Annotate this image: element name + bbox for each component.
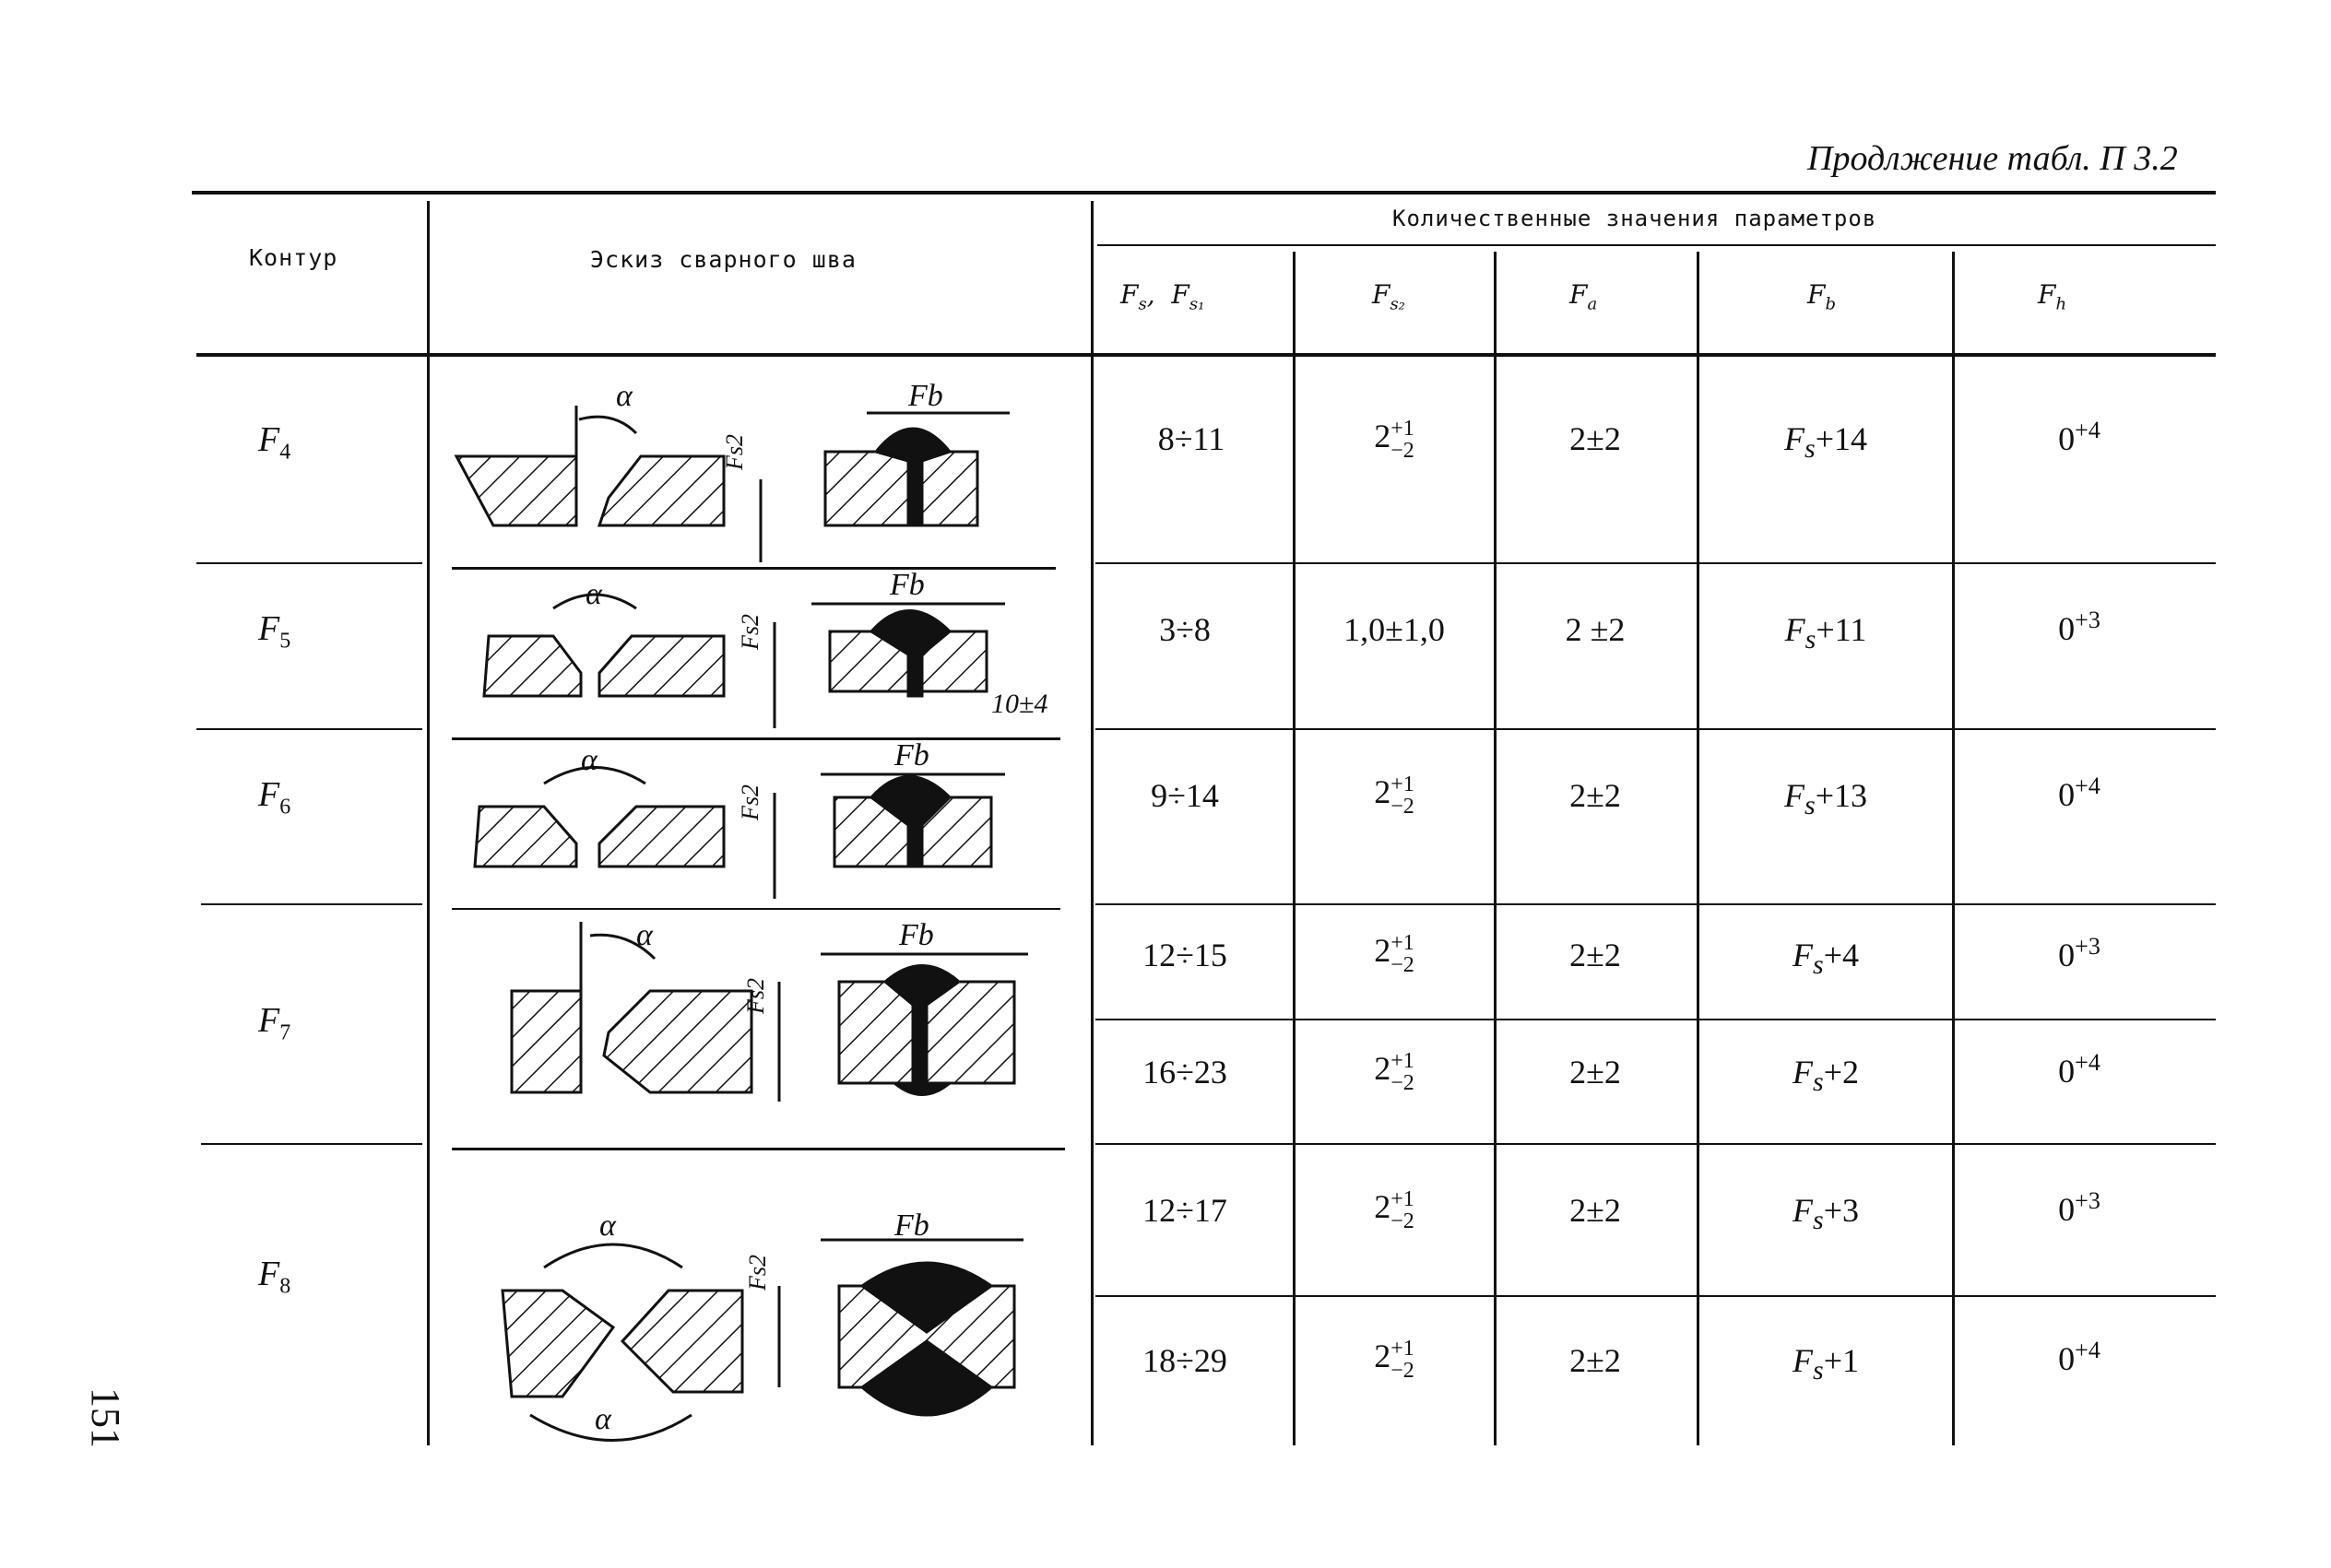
fb-label: Fb [908, 379, 943, 413]
gap-note: 10±4 [991, 689, 1048, 719]
alpha-label: α [586, 577, 602, 611]
header-quantitative: Количественные значения параметров [1392, 206, 1877, 231]
cell-fs: 3÷8 [1159, 611, 1211, 648]
cell-fs2: 2+1 −2 [1374, 772, 1414, 819]
cell-fa: 2±2 [1569, 777, 1621, 814]
cell-fs: 8÷11 [1157, 420, 1225, 457]
fb-label: Fb [890, 568, 925, 602]
cell-fs: 9÷14 [1151, 777, 1219, 814]
contour-f4: $F_4$ [258, 420, 291, 465]
page-number: 151 [83, 1387, 128, 1448]
cell-fs: 12÷15 [1142, 937, 1227, 973]
contour-f5: $F_5$ [258, 609, 291, 654]
cell-fs: 16÷23 [1142, 1054, 1227, 1091]
cell-fh: $0^{+4}$ [2058, 1337, 2100, 1377]
cell-fb: $F_s+2$ [1793, 1054, 1859, 1098]
cell-fs2: 2+1 −2 [1374, 416, 1414, 463]
contour-f6: $F_6$ [258, 775, 291, 819]
cell-fs2: 2+1 −2 [1374, 1048, 1414, 1095]
sketch-f7 [512, 922, 1028, 1102]
cell-fb: $F_s+13$ [1784, 777, 1867, 821]
header-fa: $F_a$ [1569, 279, 1598, 314]
cell-fh: $0^{+4}$ [2058, 1049, 2100, 1090]
alpha-label: α [595, 1402, 611, 1436]
contour-f7: $F_7$ [258, 1001, 291, 1045]
cell-fb: $F_s+14$ [1784, 420, 1867, 465]
contour-f8: $F_8$ [258, 1255, 291, 1299]
alpha-label: α [616, 379, 633, 413]
fb-label: Fb [899, 918, 934, 952]
fs2-label: Fs2 [721, 434, 748, 470]
cell-fb: $F_s+1$ [1793, 1342, 1859, 1386]
cell-fb: $F_s+11$ [1784, 611, 1867, 655]
cell-fh: $0^{+4}$ [2058, 772, 2100, 813]
cell-fa: 2±2 [1569, 420, 1621, 457]
cell-fh: $0^{+3}$ [2058, 1187, 2100, 1228]
cell-fa: 2 ±2 [1565, 611, 1626, 648]
cell-fs2: 2+1 −2 [1374, 930, 1414, 977]
fs2-label: Fs2 [742, 978, 769, 1014]
cell-fs: 18÷29 [1142, 1342, 1227, 1379]
header-fh: $F_h$ [2038, 279, 2067, 314]
cell-fa: 2±2 [1569, 1192, 1621, 1229]
cell-fh: $0^{+3}$ [2058, 933, 2100, 973]
alpha-label: α [599, 1208, 616, 1243]
cell-fh: $0^{+4}$ [2058, 417, 2100, 457]
cell-fa: 2±2 [1569, 1342, 1621, 1379]
fs2-label: Fs2 [737, 614, 763, 650]
cell-fs2: 1,0±1,0 [1343, 611, 1445, 648]
cell-fb: $F_s+3$ [1793, 1192, 1859, 1236]
cell-fb: $F_s+4$ [1793, 937, 1859, 981]
header-fs: $F_s$, $F_{s_1}$ [1120, 279, 1205, 314]
sketch-f4 [456, 406, 1010, 562]
fs2-label: Fs2 [744, 1255, 771, 1291]
header-sketch: Эскиз сварного шва [590, 246, 857, 273]
cell-fa: 2±2 [1569, 937, 1621, 973]
cell-fh: $0^{+3}$ [2058, 607, 2100, 647]
cell-fs2: 2+1 −2 [1374, 1336, 1414, 1383]
header-fs2: $F_{s_2}$ [1372, 279, 1405, 314]
alpha-label: α [636, 918, 653, 952]
table-caption: Продлжение табл. П 3.2 [1807, 139, 2178, 178]
fb-label: Fb [894, 1208, 929, 1243]
cell-fa: 2±2 [1569, 1054, 1621, 1091]
header-fb: $F_b$ [1807, 279, 1836, 314]
header-contour: Контур [249, 244, 338, 271]
cell-fs2: 2+1 −2 [1374, 1186, 1414, 1233]
alpha-label: α [581, 743, 598, 777]
fs2-label: Fs2 [737, 784, 763, 820]
cell-fs: 12÷17 [1142, 1192, 1227, 1229]
fb-label: Fb [894, 738, 929, 772]
